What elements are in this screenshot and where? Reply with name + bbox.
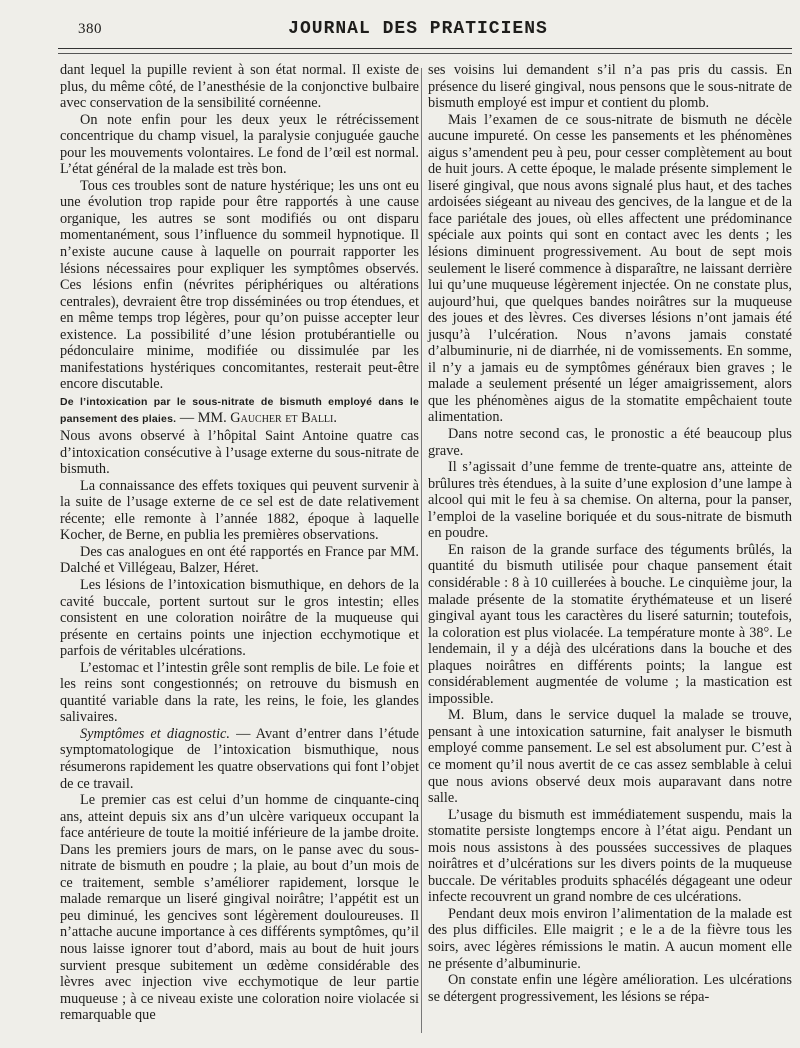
paragraph [60,726,419,792]
paragraph: Dans notre second cas, le pronostic a été beaucoup plus grave. [428,426,792,459]
subsection-label: Symptômes et diagnostic. [80,725,230,742]
page-header [58,18,778,46]
paragraph: dant lequel la pupille revient à son état normal. Il existe de plus, du même côté, de l’anesthésie de la conjonctive bulbaire avec conservation de la sensibilité cornéenne. [60,62,419,112]
paragraph: Il s’agissait d’une femme de trente-quatre ans, atteinte de brûlures très étendues, à la suite d’une explosion d’une lampe à alcool qui mit le feu à sa chemise. On alterna, pour la panser, l’emploi de la vaseline boriquée et du sous-nitrate de bismuth en poudre. [428,459,792,542]
paragraph: Le premier cas est celui d’un homme de cinquante-cinq ans, atteint depuis six ans d’un ulcère variqueux occupant la face antérieure de toute la moitié inférieure de la jambe droite. Dans les premiers jours de mars, on le panse avec du sous-nitrate de bismuth en poudre ; la plaie, au bout d’un mois de ce traitement, semble s’améliorer rapidement, lorsque le malade remarque un liseré gingival noirâtre; l’appétit est un peu diminué, les gencives sont légèrement douloureuses. Il n’attache aucune importance à ces différents symptômes, qu’il nous laisse ignorer tout d’abord, mais au bout de huit jours survient presque subitement un œdème considérable des lèvres avec injection vive ecchymotique de leur partie muqueuse ; à ce niveau existe une coloration noire violacée si remarquable que [60,792,419,1024]
paragraph: Pendant deux mois environ l’alimentation de la malade est des plus difficiles. Elle maigrit ; e le a de la fièvre tous les soirs, avec légères rémissions le matin. A aucun moment elle ne présente d’albuminurie. [428,905,792,972]
paragraph: M. Blum, dans le service duquel la malade se trouve, pensant à une intoxication saturnine, fait analyser le bismuth employé comme pansement. Le sel est absolument pur. C’est à ce moment qu’il nous avertit de ce cas assez semblable à celui que nous avions observé deux mois auparavant dans notre salle. [428,707,792,807]
paragraph: La connaissance des effets toxiques qui peuvent survenir à la suite de l’usage externe de ce sel est de date relativement récente; elle remonte à l’année 1882, époque à laquelle Kocher, de Berne, en publia les premières observations. [60,477,419,544]
paragraph: En raison de la grande surface des téguments brûlés, la quantité du bismuth utilisée pour chaque pansement était considérable : 8 à 10 cuillerées à bouche. Le cinquième jour, la malade présente de la stomatite érythémateuse et un liseré gingival ayant tous les caractères du liseré saturnin; toutefois, la coloration est plus violacée. La température monte à 38°. Le lendemain, il y a déjà des ulcérations dans la bouche et des plaques noirâtres en différents points; la langue est considérablement augmentée de volume ; la mastication est impossible. [428,541,792,707]
paragraph: On note enfin pour les deux yeux le rétrécissement concentrique du champ visuel, la paralysie conjuguée gauche pour les mouvements volontaires. Le fond de l’œil est normal. L’état général de la malade est très bon. [60,111,419,178]
column-divider [421,68,422,1033]
paragraph: ses voisins lui demandent s’il n’a pas pris du cassis. En présence du liseré gingival, nous pensons que le sous-nitrate de bismuth employé est impur et contient du plomb. [428,62,792,112]
paragraph: Tous ces troubles sont de nature hystérique; les uns ont eu une évolution trop rapide pour être rapportés à une cause organique, les autres se sont modifiés ou ont disparu momentanément, sous l’influence du sommeil hypnotique. Il n’existe aucune cause à laquelle on pourrait rapporter les lésions nécessaires pour expliquer les symptômes observés. Ces lésions enfin (névrites périphériques ou altérations centrales), devraient être trop disséminées ou trop étendues, et en même temps trop légères, pour qu’on puisse accepter leur existence. La possibilité d’une lésion protubérantielle ou pédonculaire minime, modifiée ou dissimulée par les manifestations hystériques concomitantes, resterait peut-être encore discutable. [60,177,419,393]
header-rule-thin [58,53,792,54]
paragraph: Les lésions de l’intoxication bismuthique, en dehors de la cavité buccale, portent surtout sur le gros intestin; elles consistent en une coloration noirâtre de la muqueuse qui présente en certains points une injection ecchymotique et parfois de véritables ulcérations. [60,576,419,660]
paragraph: On constate enfin une légère amélioration. Les ulcérations se détergent progressivement, les lésions se répa- [428,972,792,1005]
left-column [60,62,419,1024]
paragraph-text: — Avant d’entrer dans l’étude symptomatologique de l’intoxication bismuthique, nous résumerons rapidement les quatre observations qui font l’objet de ce travail. [60,725,419,792]
paragraph: L’estomac et l’intestin grêle sont remplis de bile. Le foie et les reins sont congestionnés; on retrouve du bismush en quantité variable dans la rate, les reins, le foie, les glandes salivaires. [60,659,419,726]
paragraph: Des cas analogues en ont été rapportés en France par MM. Dalché et Villégeau, Balzer, Héret. [60,543,419,577]
right-column [428,62,792,1005]
paragraph: Mais l’examen de ce sous-nitrate de bismuth ne décèle aucune impureté. On cesse les pansements et les phénomènes aigus s’amendent peu à peu, pour cesser complètement au bout de huit jours. A cette époque, le malade présente simplement le liseré gingival, que nous avons signalé plus haut, et des taches ardoisées siégeant au niveau des gencives, de la langue et de la face pariétale des joues, où elles affectent une prédominance spéciale aux points qui sont en contact avec les dents ; les lésions diminuent progressivement. Au bout de sept mois seulement le liseré commence à disparaître, ne laissant derrière lui qu’une muqueuse légèrement injectée. On ne constate plus, aujourd’hui, que quelques bandes noirâtres sur la muqueuse des joues et des lèvres. Ces diverses lésions n’ont jamais été jusqu’à l’ulcération. Nous n’avons jamais constaté d’albuminurie, ni de diarrhée, ni de vomissements. En somme, il n’y a jamais eu de symptômes généraux bien graves ; le malade a seulement présenté un léger amaigrissement, alors que les phénomènes aigus de la stomatite empêchaient toute alimentation. [428,111,792,426]
section-heading [60,393,419,428]
section-authors: — MM. Gaucher et Balli. [176,410,337,427]
section-title: De l’intoxication par le sous-nitrate de bismuth employé dans le pansement des plaies. [60,395,419,426]
paragraph: L’usage du bismuth est immédiatement suspendu, mais la stomatite persiste longtemps encore à l’état aigu. Pendant un mois nous assistons à des poussées successives de plaques noirâtres et d’ulcérations sur les divers points de la muqueuse buccale. De véritables produits sphacélés dégageant une odeur infecte recouvrent un grand nombre de ces ulcérations. [428,806,792,906]
page-number: 380 [78,21,102,37]
header-rule [58,48,792,49]
journal-title: JOURNAL DES PRATICIENS [288,19,548,39]
paragraph: Nous avons observé à l’hôpital Saint Antoine quatre cas d’intoxication consécutive à l’usage externe du sous-nitrate de bismuth. [60,428,419,478]
